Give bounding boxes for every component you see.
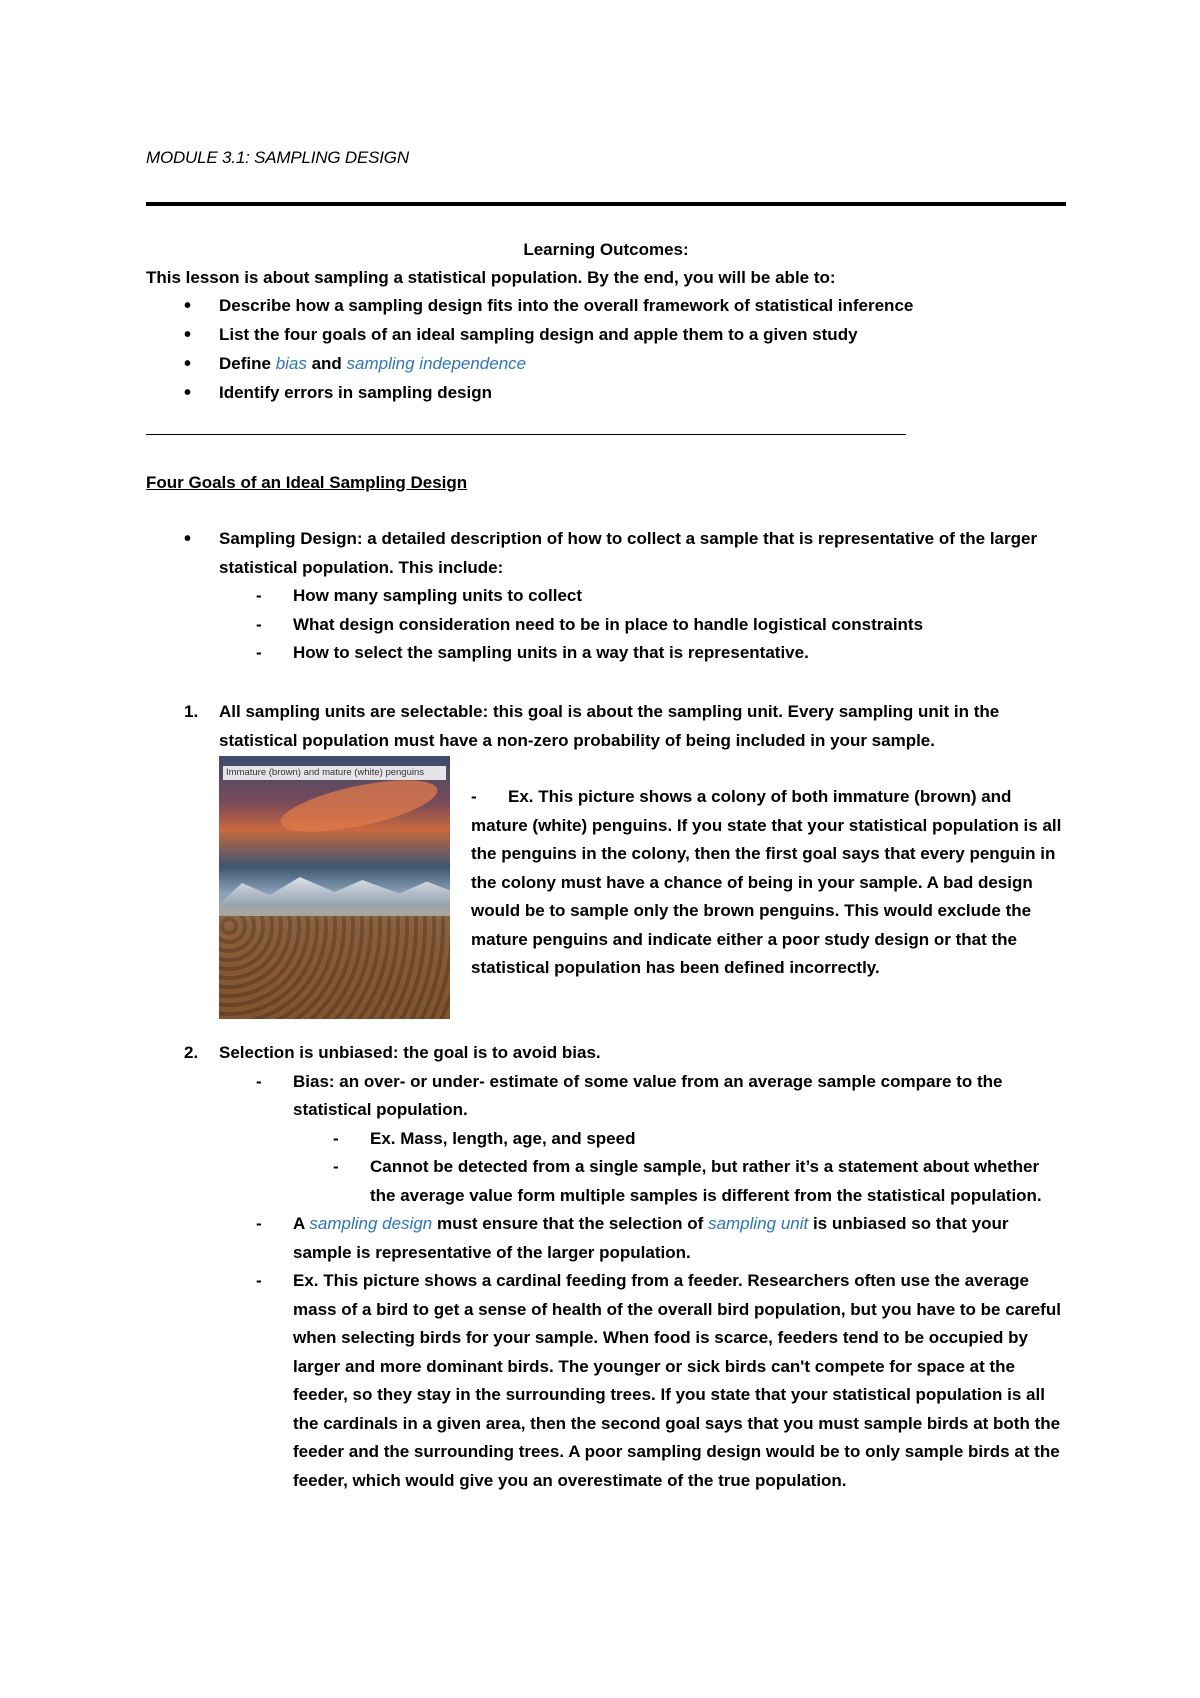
- define-and: and: [306, 354, 347, 373]
- goal-number: 2.: [184, 1043, 199, 1062]
- section-heading: Four Goals of an Ideal Sampling Design: [146, 473, 468, 492]
- goal-2: [146, 1039, 1066, 1495]
- penguin-example: [471, 783, 1071, 983]
- sampling-design-link[interactable]: sampling design: [309, 1214, 433, 1233]
- section-divider: [146, 434, 906, 435]
- sampling-unit-link[interactable]: sampling unit: [708, 1214, 809, 1233]
- define-prefix: Define: [219, 354, 276, 373]
- list-item: - Ex. Mass, length, age, and speed: [146, 1125, 1066, 1154]
- learning-outcomes-heading: Learning Outcomes:: [523, 240, 689, 259]
- list-item: - How many sampling units to collect: [146, 582, 1066, 611]
- goal-2-text: Selection is unbiased: the goal is to avoid bias.: [219, 1043, 601, 1062]
- bullet-icon: •: [184, 528, 192, 550]
- list-item: • Identify errors in sampling design: [146, 379, 913, 408]
- penguin-crowd: [219, 916, 450, 1019]
- list-item: • Describe how a sampling design fits into the overall framework of statistical inference: [146, 292, 913, 321]
- penguin-example-text: Ex. This picture shows a colony of both immature (brown) and mature (white) penguins. If you state that your statistical population is all the penguins in the colony, then the first goal says that every penguin in the colony must have a chance of being in your sample. A bad design would be to sample only the brown penguins. This would exclude the mature penguins and indicate either a poor study design or that the statistical population has been defined incorrectly.: [471, 787, 1062, 977]
- text-run: A: [293, 1214, 310, 1233]
- bias-sublist: [146, 1125, 1066, 1211]
- goal-2-list: [146, 1068, 1066, 1125]
- image-caption: Immature (brown) and mature (white) penguins: [223, 766, 446, 780]
- sampling-design-list: [146, 582, 1066, 668]
- bias-definition: Bias: an over- or under- estimate of some value from an average sample compare to the statistical population.: [293, 1071, 1003, 1119]
- list-item: - Cannot be detected from a single sample, but rather it’s a statement about whether the average value form multiple samples is different from the statistical population.: [146, 1153, 1066, 1210]
- list-item: [146, 350, 913, 379]
- mountain-range: [219, 874, 450, 904]
- goal-1-text: All sampling units are selectable: this goal is about the sampling unit. Every sampling unit in the statistical population must have a non-zero probability of being included in your sample.: [219, 702, 1000, 750]
- list-item: [146, 1068, 1066, 1125]
- list-item: - How to select the sampling units in a way that is representative.: [146, 639, 1066, 668]
- bias-link[interactable]: bias: [275, 354, 307, 373]
- list-item: - What design consideration need to be in place to handle logistical constraints: [146, 611, 1066, 640]
- sampling-design-text: Sampling Design: a detailed description of how to collect a sample that is representative of the larger statistical population. This include:: [219, 529, 1038, 577]
- list-item: - Ex. This picture shows a cardinal feeding from a feeder. Researchers often use the average mass of a bird to get a sense of health of the overall bird population, but you have to be careful when selecting birds for your sample. When food is scarce, feeders tend to be occupied by larger and more dominant birds. The younger or sick birds can't compete for space at the feeder, so they stay in the surrounding trees. If you state that your statistical population is all the cardinals in a given area, then the second goal says that you must sample birds at both the feeder and the surrounding trees. A poor sampling design would be to only sample birds at the feeder, which would give you an overestimate of the true population.: [146, 1267, 1066, 1495]
- list-item: [146, 1210, 1066, 1267]
- learning-outcomes-intro: This lesson is about sampling a statistical population. By the end, you will be able to:: [146, 268, 836, 287]
- goal-1: [146, 698, 1066, 755]
- title-divider: [146, 202, 1066, 206]
- goal-number: 1.: [184, 702, 199, 721]
- module-title: MODULE 3.1: SAMPLING DESIGN: [146, 148, 409, 167]
- list-item: • List the four goals of an ideal sampling design and apple them to a given study: [146, 321, 913, 350]
- text-run: is unbiased so that your sample is representative of the larger population.: [293, 1214, 1009, 1262]
- sampling-independence-link[interactable]: sampling independence: [346, 354, 527, 373]
- sampling-design-bullet: [146, 525, 1066, 668]
- goal-2-list-cont: [146, 1210, 1066, 1495]
- text-run: must ensure that the selection of: [432, 1214, 709, 1233]
- penguin-colony-image: [219, 756, 450, 1019]
- sky-cloud: [277, 770, 442, 842]
- learning-outcomes-list: [146, 292, 913, 408]
- example-dash: -: [471, 787, 477, 806]
